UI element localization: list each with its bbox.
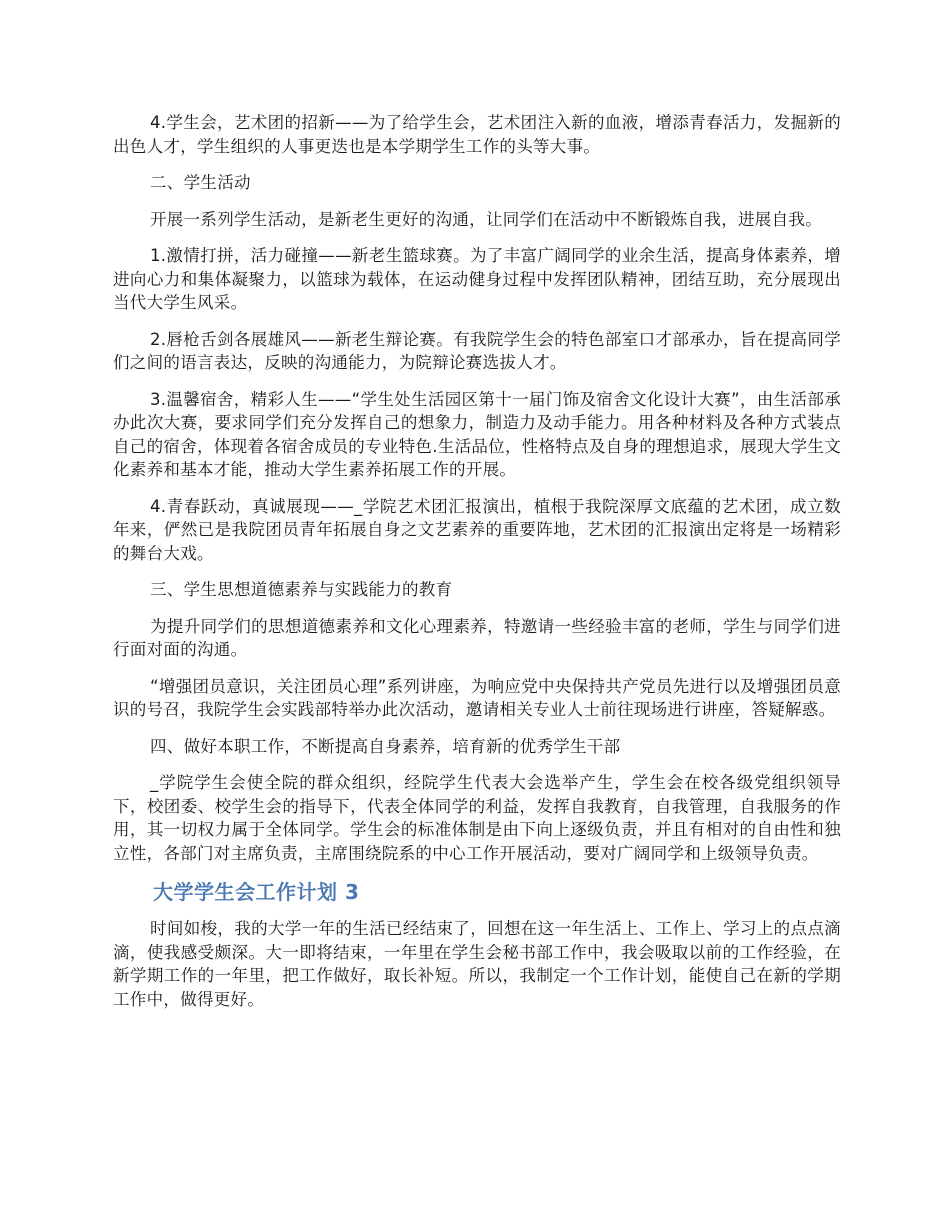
paragraph-activities-intro: 开展一系列学生活动，是新老生更好的沟通，让同学们在活动中不断锻炼自我，进展自我。 <box>150 209 822 229</box>
paragraph-moral-intro: 为提升同学们的思想道德素养和文化心理素养，特邀请一些经验丰富的老师，学生与同学们进行面对面的沟通。 <box>113 616 841 659</box>
paragraph-lecture-series: “增强团员意识，关注团员心理”系列讲座，为响应党中央保持共产党员先进行以及增强团员意识的号召，我院学生会实践部特举办此次活动，邀请相关专业人士前往现场进行讲座，答疑解惑。 <box>113 676 841 719</box>
paragraph-debate: 2.唇枪舌剑各展雄风——新老生辩论赛。有我院学生会的特色部室口才部承办，旨在提高同学们之间的语言表达，反映的沟通能力，为院辩论赛选拔人才。 <box>113 329 841 372</box>
paragraph-basketball: 1.激情打拼，活力碰撞——新老生篮球赛。为了丰富广阔同学的业余生活，提高身体素养，增进向心力和集体凝聚力，以篮球为载体，在运动健身过程中发挥团队精神，团结互助，充分展现出当代大学生风采。 <box>113 246 841 312</box>
paragraph-dormitory: 3.温馨宿舍，精彩人生——“学生处生活园区第十一届门饰及宿舍文化设计大赛”，由生活部承办此次大赛，要求同学们充分发挥自己的想象力，制造力及动手能力。用各种材料及各种方式装点自己的宿舍，体现着各宿舍成员的专业特色.生活品位，性格特点及自身的理想追求，展现大学生文化素养和基本才能，推动大学生素养拓展工作的开展。 <box>113 389 841 479</box>
heading-student-activities: 二、学生活动 <box>150 173 251 192</box>
paragraph-recruitment: 4.学生会，艺术团的招新——为了给学生会，艺术团注入新的血液，增添青春活力，发掘新的出色人才，学生组织的人事更迭也是本学期学生工作的头等大事。 <box>113 113 841 156</box>
section-title: 大学学生会工作计划 3 <box>153 880 360 904</box>
paragraph-closing: 时间如梭，我的大学一年的生活已经结束了，回想在这一年生活上、工作上、学习上的点点滴滴，使我感受颇深。大一即将结束，一年里在学生会秘书部工作中，我会吸取以前的工作经验，在新学期工作的一年里，把工作做好，取长补短。所以，我制定一个工作计划，能使自己在新的学期工作中，做得更好。 <box>113 919 841 1009</box>
paragraph-union-structure: _学院学生会使全院的群众组织，经院学生代表大会选举产生，学生会在校各级党组织领导下，校团委、校学生会的指导下，代表全体同学的利益，发挥自我教育，自我管理，自我服务的作用，其一切权力属于全体同学。学生会的标准体制是由下向上逐级负责，并且有相对的自由性和独立性，各部门对主席负责，主席围绕院系的中心工作开展活动，要对广阔同学和上级领导负责。 <box>113 773 841 863</box>
document-page <box>113 111 841 1024</box>
heading-cadre-training: 四、做好本职工作，不断提高自身素养，培育新的优秀学生干部 <box>150 736 621 756</box>
paragraph-art-troupe: 4.青春跃动，真诚展现——_学院艺术团汇报演出，植根于我院深厚文底蕴的艺术团，成立数年来，俨然已是我院团员青年拓展自身之文艺素养的重要阵地，艺术团的汇报演出定将是一场精彩的舞台大戏。 <box>113 496 841 563</box>
heading-moral-education: 三、学生思想道德素养与实践能力的教育 <box>150 580 453 599</box>
